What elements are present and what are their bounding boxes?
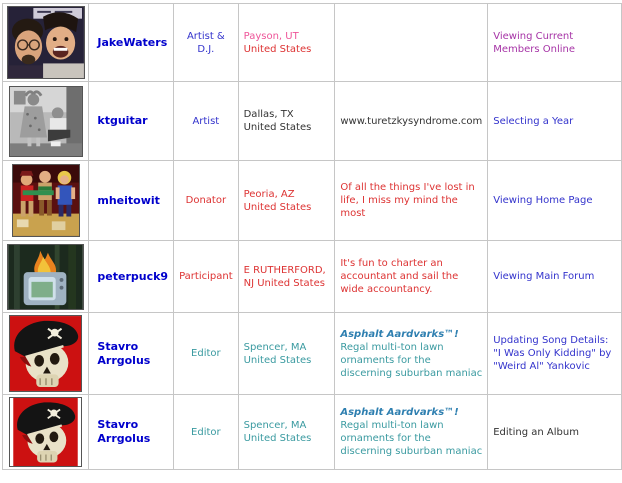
location-city: Peoria, AZ	[243, 188, 295, 200]
role-label: Editor	[191, 426, 221, 438]
member-row	[3, 313, 622, 395]
member-comment: Of all the things I've lost in life, I miss my mind the most	[340, 182, 475, 219]
username-link[interactable]: peterpuck9	[97, 269, 169, 283]
location-cell	[238, 395, 335, 470]
username-link[interactable]: ktguitar	[97, 114, 148, 127]
avatar-cell	[3, 241, 89, 313]
username-link[interactable]: Stavro Arrgolus	[97, 418, 151, 445]
comment-title: Asphalt Aardvarks™!	[340, 328, 459, 340]
location-country: United States	[243, 433, 312, 444]
activity-link[interactable]: Selecting a Year	[493, 115, 574, 127]
member-row	[3, 241, 622, 313]
activity-cell	[488, 313, 622, 395]
avatar-cell	[3, 313, 89, 395]
website-cell	[335, 82, 488, 161]
comment-title: Asphalt Aardvarks™!	[340, 407, 459, 418]
role-label: Artist & D.J.	[186, 30, 225, 55]
role-label: Participant	[179, 271, 233, 282]
activity-cell	[488, 161, 622, 241]
role-cell	[174, 161, 239, 241]
comment-cell	[335, 395, 488, 470]
activity-cell	[488, 241, 622, 313]
member-comment: Regal multi-ton lawn ornaments for the discerning suburban maniac	[340, 420, 483, 457]
location-country: United States	[257, 277, 325, 289]
username-cell	[89, 82, 174, 161]
member-avatar-two-men-photo	[7, 6, 85, 79]
avatar-cell	[3, 161, 89, 241]
location-cell	[238, 161, 335, 241]
avatar-cell	[3, 82, 89, 161]
member-row	[3, 4, 622, 82]
comment-cell	[335, 313, 488, 395]
member-avatar-pirate-skull-photo	[9, 397, 82, 467]
website-link[interactable]: www.turetzkysyndrome.com	[340, 115, 483, 127]
activity-label: Editing an Album	[493, 426, 579, 438]
member-row	[3, 82, 622, 161]
members-online-table	[2, 3, 622, 470]
username-cell	[89, 161, 174, 241]
location-cell	[238, 82, 335, 161]
activity-cell	[488, 82, 622, 161]
location-city: Payson, UT	[243, 30, 299, 42]
username-link[interactable]: Stavro Arrgolus	[97, 339, 151, 367]
username-cell	[89, 395, 174, 470]
role-cell	[174, 395, 239, 470]
role-label: Artist	[192, 115, 220, 127]
member-avatar-burning-tv-photo	[7, 244, 84, 310]
location-city: Dallas, TX	[243, 109, 294, 120]
member-avatar-bw-outdoor-photo	[9, 86, 83, 157]
activity-link[interactable]: Viewing Main Forum	[493, 271, 595, 282]
location-country: United States	[243, 354, 312, 366]
activity-link[interactable]: Viewing Current Members Online	[493, 30, 576, 55]
location-city: E RUTHERFORD, NJ	[243, 264, 326, 289]
comment-cell	[335, 4, 488, 82]
role-label: Editor	[191, 348, 221, 359]
username-cell	[89, 313, 174, 395]
activity-cell	[488, 395, 622, 470]
member-avatar-pirate-skull-photo	[9, 315, 82, 392]
location-city: Spencer, MA	[243, 341, 307, 353]
role-label: Donator	[185, 195, 227, 206]
member-comment: Regal multi-ton lawn ornaments for the discerning suburban maniac	[340, 341, 483, 379]
activity-cell	[488, 4, 622, 82]
location-city: Spencer, MA	[243, 420, 307, 431]
role-cell	[174, 313, 239, 395]
location-country: United States	[243, 43, 312, 55]
comment-cell	[335, 241, 488, 313]
role-cell	[174, 241, 239, 313]
activity-link[interactable]: Updating Song Details: "I Was Only Kidding" by "Weird Al" Yankovic	[493, 335, 612, 372]
member-row	[3, 161, 622, 241]
avatar-cell	[3, 395, 89, 470]
location-cell	[238, 313, 335, 395]
username-link[interactable]: JakeWaters	[97, 35, 168, 49]
location-cell	[238, 4, 335, 82]
activity-link[interactable]: Viewing Home Page	[493, 195, 593, 206]
role-cell	[174, 82, 239, 161]
location-country: United States	[243, 201, 312, 213]
username-cell	[89, 241, 174, 313]
comment-cell	[335, 161, 488, 241]
member-comment: It's fun to charter an accountant and sail the wide accountancy.	[340, 258, 459, 295]
member-avatar-action-figures-photo	[12, 164, 80, 237]
username-link[interactable]: mheitowit	[97, 193, 160, 207]
location-cell	[238, 241, 335, 313]
location-country: United States	[243, 122, 312, 133]
username-cell	[89, 4, 174, 82]
role-cell	[174, 4, 239, 82]
member-row	[3, 395, 622, 470]
avatar-cell	[3, 4, 89, 82]
